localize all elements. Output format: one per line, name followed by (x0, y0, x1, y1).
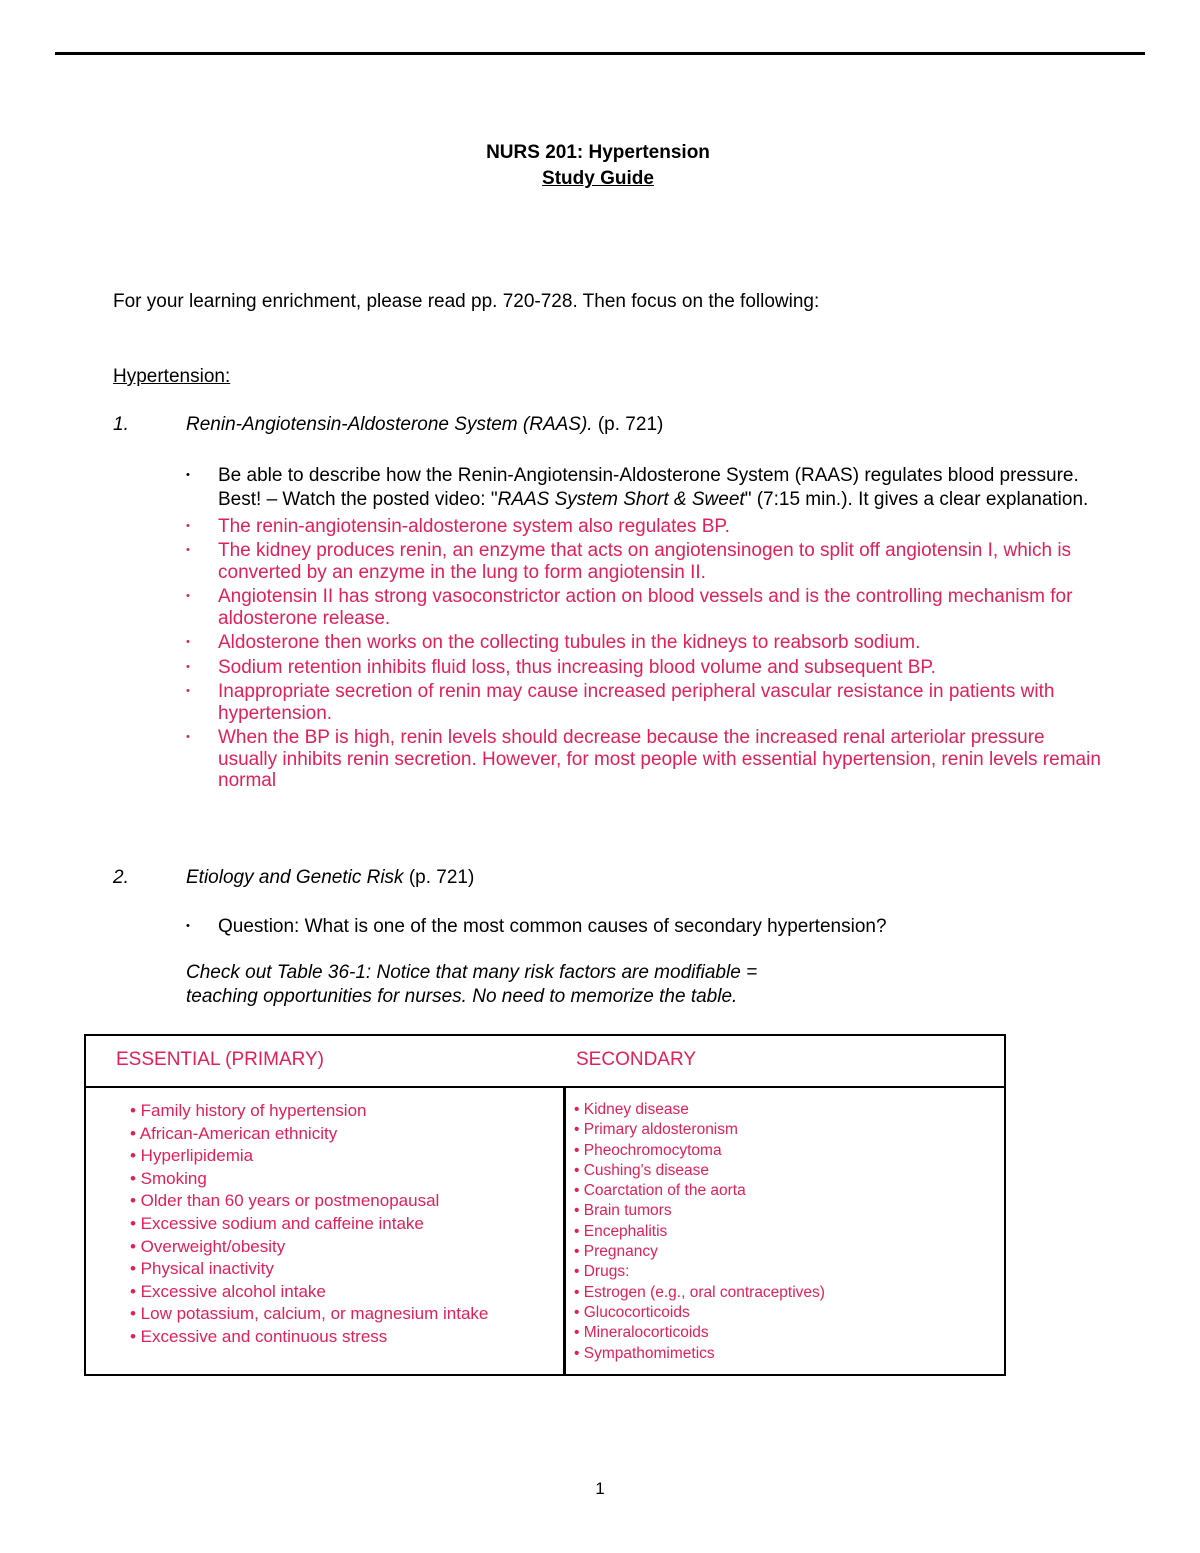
list-item (186, 657, 1106, 679)
list-item: • Hyperlipidemia (130, 1146, 254, 1166)
table-header-secondary: SECONDARY (576, 1049, 697, 1070)
list-item: • Drugs: (574, 1263, 630, 1281)
list-item: • Primary aldosteronism (574, 1121, 738, 1139)
bullet-text: When the BP is high, renin levels should decrease because the increased renal arteriolar pressure usually inhibits renin secretion. However, for most people with essential hypertension, renin levels remain normal (218, 727, 1101, 791)
table-header-row (86, 1036, 1004, 1088)
section1-title (186, 414, 663, 436)
list-item: • Mineralocorticoids (574, 1324, 709, 1342)
section2-number: 2. (113, 867, 129, 888)
list-item (186, 916, 1106, 938)
list-item: • Overweight/obesity (130, 1236, 286, 1256)
list-item (186, 540, 1106, 583)
page-title: NURS 201: Hypertension (486, 142, 710, 163)
page-subtitle: Study Guide (542, 168, 654, 189)
note-line-1: Check out Table 36-1: Notice that many risk factors are modifiable = (186, 962, 758, 983)
section2-title (186, 867, 474, 889)
bullet-text: Angiotensin II has strong vasoconstrictor action on blood vessels and is the controlling mechanism for aldosterone release. (218, 586, 1073, 629)
bullet-glyph: • (186, 590, 190, 602)
list-item: • Low potassium, calcium, or magnesium intake (130, 1304, 489, 1324)
best-suffix: " (7:15 min.). It gives a clear explanation. (744, 488, 1089, 510)
section2-list (186, 916, 1106, 941)
list-item: • Pregnancy (574, 1243, 658, 1261)
top-rule (55, 52, 1145, 55)
section1-title-italic: Renin-Angiotensin-Aldosterone System (RAAS). (186, 414, 593, 435)
bullet-glyph: • (186, 731, 190, 743)
table-note (186, 961, 757, 1009)
best-note (218, 489, 1088, 510)
bullet-text: Sodium retention inhibits fluid loss, thus increasing blood volume and subsequent BP. (218, 656, 936, 678)
list-item: • Family history of hypertension (130, 1101, 367, 1120)
section1-number: 1. (113, 414, 129, 435)
table-header-essential: ESSENTIAL (PRIMARY) (116, 1049, 324, 1070)
secondary-causes-list (574, 1100, 825, 1364)
list-item: • Estrogen (e.g., oral contraceptives) (574, 1283, 825, 1301)
section2-title-italic: Etiology and Genetic Risk (186, 867, 404, 888)
bullet-glyph: • (186, 660, 190, 673)
bullet-text: Question: What is one of the most common causes of secondary hypertension? (218, 916, 887, 937)
list-item: • Smoking (130, 1168, 207, 1188)
section-heading: Hypertension: (113, 366, 231, 387)
section1-page-ref: (p. 721) (592, 414, 664, 435)
bullet-glyph: • (186, 519, 190, 532)
list-item: • Glucocorticoids (574, 1303, 690, 1321)
list-item: • Excessive sodium and caffeine intake (130, 1213, 424, 1233)
list-item: • Excessive and continuous stress (130, 1326, 388, 1346)
list-item: • Encephalitis (574, 1222, 668, 1240)
list-item: • Kidney disease (574, 1101, 689, 1118)
bullet-text: Inappropriate secretion of renin may cause increased peripheral vascular resistance in patients with hypertension. (218, 681, 1055, 724)
note-line-2: teaching opportunities for nurses. No need to memorize the table. (186, 986, 738, 1007)
bullet-text: Be able to describe how the Renin-Angiotensin-Aldosterone System (RAAS) regulates blood pressure. (218, 465, 1079, 486)
risk-factors-table (84, 1034, 1006, 1376)
bullet-text: Aldosterone then works on the collecting tubules in the kidneys to reabsorb sodium. (218, 632, 921, 653)
intro-text: For your learning enrichment, please read pp. 720-728. Then focus on the following: (113, 291, 820, 312)
list-item (186, 681, 1106, 724)
bullet-glyph: • (186, 469, 190, 481)
essential-factors-list (130, 1100, 488, 1349)
list-item (186, 727, 1106, 792)
list-item (186, 465, 1106, 513)
bullet-glyph: • (186, 544, 190, 556)
bullet-glyph: • (186, 920, 190, 932)
bullet-text: The kidney produces renin, an enzyme that acts on angiotensinogen to split off angiotensin I, which is converted by an enzyme in the lung to form angiotensin II. (218, 540, 1072, 583)
bullet-glyph: • (186, 636, 190, 648)
list-item: • African-American ethnicity (130, 1123, 338, 1143)
list-item (186, 632, 1106, 654)
best-prefix: Best! – Watch the posted video: " (218, 488, 498, 510)
list-item: • Pheochromocytoma (574, 1141, 722, 1159)
list-item: • Older than 60 years or postmenopausal (130, 1191, 440, 1211)
list-item: • Sympathomimetics (574, 1344, 715, 1362)
bullet-text: The renin-angiotensin-aldosterone system also regulates BP. (218, 515, 730, 537)
page-number: 1 (595, 1479, 605, 1498)
list-item (186, 516, 1106, 538)
bullet-glyph: • (186, 685, 190, 697)
list-item: • Coarctation of the aorta (574, 1182, 746, 1200)
section1-list (186, 465, 1106, 795)
list-item: • Physical inactivity (130, 1259, 274, 1279)
list-item: • Cushing's disease (574, 1161, 710, 1179)
list-item: • Brain tumors (574, 1202, 672, 1220)
list-item: • Excessive alcohol intake (130, 1281, 326, 1301)
section2-page-ref: (p. 721) (403, 867, 475, 888)
column-divider (563, 1086, 566, 1376)
title-block (0, 140, 1196, 192)
best-video-title: RAAS System Short & Sweet (497, 488, 745, 510)
list-item (186, 586, 1106, 629)
